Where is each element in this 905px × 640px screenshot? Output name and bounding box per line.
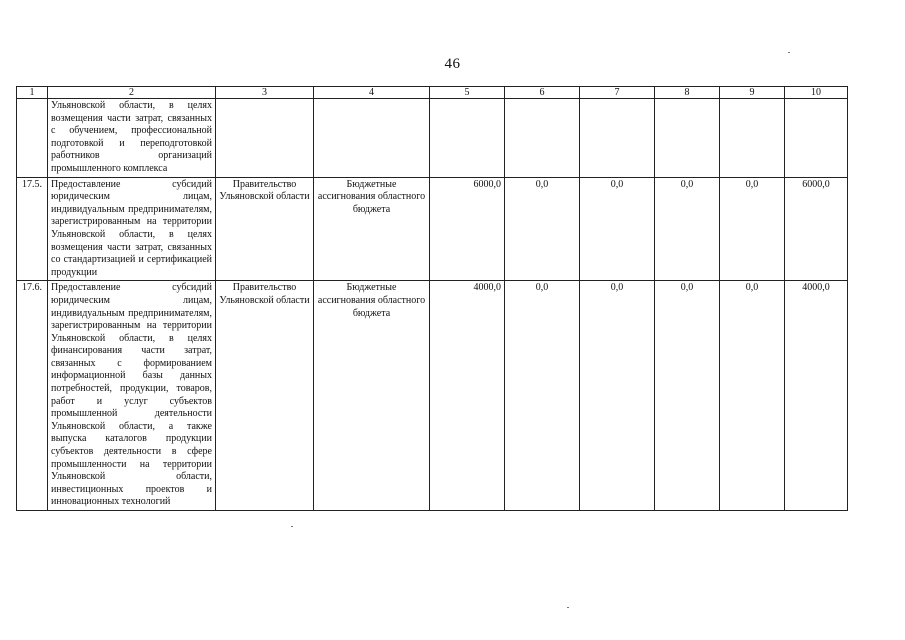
row-value-6: 0,0 [505,281,580,511]
col-header-3: 3 [216,87,314,99]
row-value-6: 0,0 [505,177,580,281]
row-value-8: 0,0 [655,281,720,511]
row-value-9: 0,0 [720,281,785,511]
col-header-9: 9 [720,87,785,99]
col-header-2: 2 [48,87,216,99]
row-value-8: 0,0 [655,177,720,281]
row-description: Предоставление субсидий юридическим лицам, индивидуальным предпринимателям, зарегистрированным на территории Ульяновской области, в целях возмещения части затрат, связанных со стандартизацией и сертификацией продукции [48,177,216,281]
row-value-7 [580,99,655,178]
row-value-9: 0,0 [720,177,785,281]
row-number: 17.5. [17,177,48,281]
col-header-4: 4 [314,87,430,99]
row-value-5: 6000,0 [430,177,505,281]
row-value-5 [430,99,505,178]
row-executor: Правительство Ульяновской области [216,281,314,511]
page-number: 46 [444,56,461,72]
row-value-10: 4000,0 [785,281,848,511]
row-value-6 [505,99,580,178]
header-row [17,87,848,99]
col-header-8: 8 [655,87,720,99]
row-funding-source: Бюджетные ассигнования областного бюджета [314,281,430,511]
row-description: Ульяновской области, в целях возмещения части затрат, связанных с обучением, профессиональной подготовкой и переподготовкой работников организаций промышленного комплекса [48,99,216,178]
row-funding-source [314,99,430,178]
col-header-6: 6 [505,87,580,99]
col-header-10: 10 [785,87,848,99]
table-row-continued [17,99,848,178]
row-description: Предоставление субсидий юридическим лицам, индивидуальным предпринимателям, зарегистрированным на территории Ульяновской области, в целях финансирования части затрат, связанных с формированием информационной базы данных потребностей, продукции, товаров, работ и услуг субъектов промышленной деятельности Ульяновской области, а также выпуска каталогов продукции субъектов деятельности в сфере промышленности на территории Ульяновской области, инвестиционных проектов и инновационных технологий [48,281,216,511]
budget-table [16,86,848,511]
row-value-7: 0,0 [580,177,655,281]
row-executor: Правительство Ульяновской области [216,177,314,281]
row-funding-source: Бюджетные ассигнования областного бюджета [314,177,430,281]
row-value-10: 6000,0 [785,177,848,281]
row-number: 17.6. [17,281,48,511]
row-value-10 [785,99,848,178]
scan-speck [788,52,790,53]
table-row-17-6 [17,281,848,511]
row-value-9 [720,99,785,178]
row-value-8 [655,99,720,178]
table-row-17-5 [17,177,848,281]
scan-speck [567,607,569,608]
row-executor [216,99,314,178]
col-header-1: 1 [17,87,48,99]
col-header-7: 7 [580,87,655,99]
row-value-5: 4000,0 [430,281,505,511]
col-header-5: 5 [430,87,505,99]
row-number [17,99,48,178]
row-value-7: 0,0 [580,281,655,511]
scan-speck [291,526,293,527]
